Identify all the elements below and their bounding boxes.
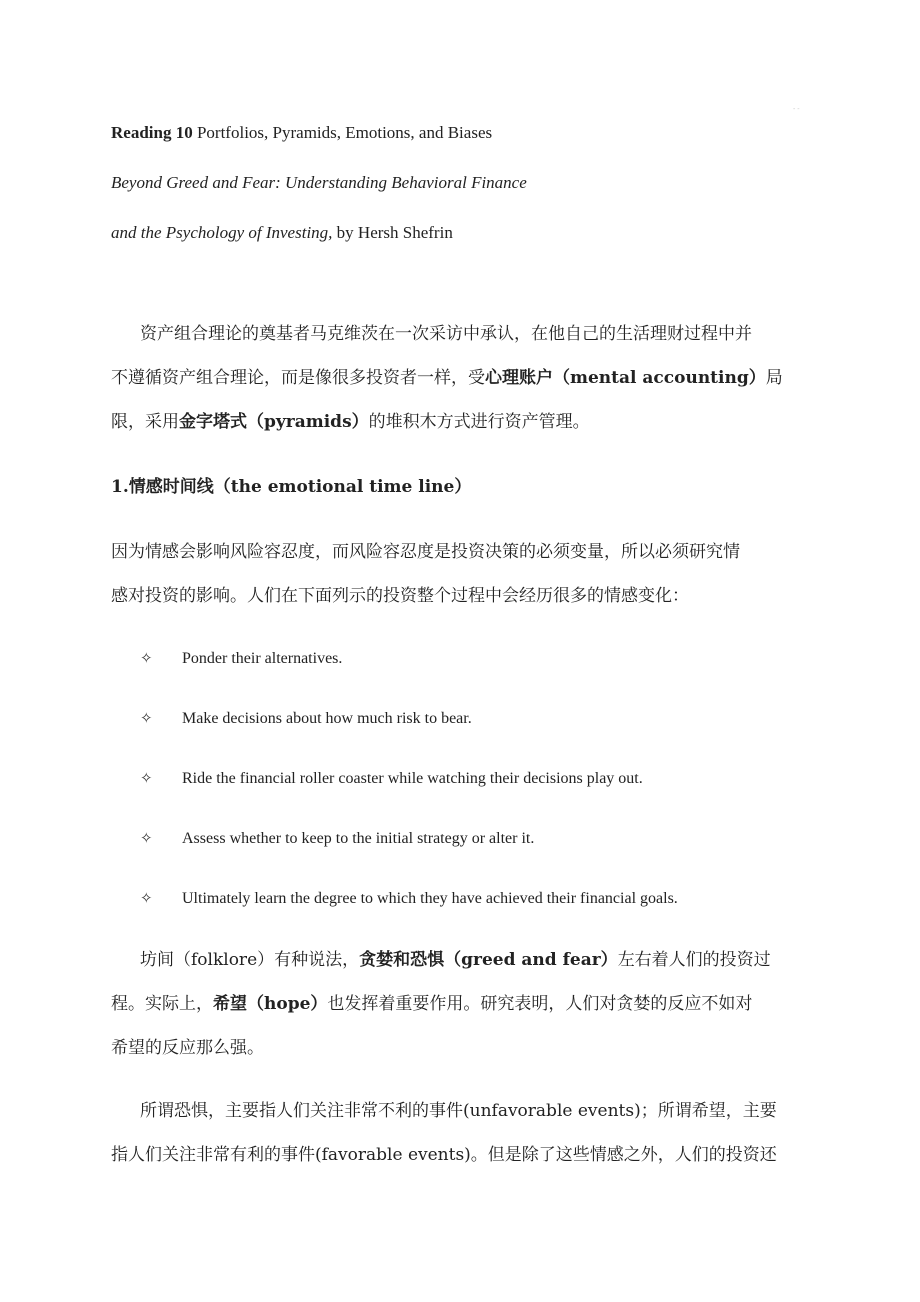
diamond-bullet-icon: ✧ [140,709,153,727]
book-title-line-1: Beyond Greed and Fear: Understanding Behavioral Finance [111,173,527,192]
book-title-line-2 [111,221,453,245]
intro-line-2 [111,366,783,390]
list-item-text: Ultimately learn the degree to which they have achieved their financial goals. [182,890,678,907]
pyramids-term: 金字塔式（pyramids） [179,412,369,432]
reading-title-line [111,121,492,145]
list-item [140,826,534,851]
intro-line-2-end: 局 [765,368,783,388]
reading-title: Portfolios, Pyramids, Emotions, and Biases [192,123,493,142]
greed-line-1-end: 左右着人们的投资过 [617,950,771,970]
greed-line-2-text: 程。实际上， [111,994,213,1014]
list-item [140,766,643,791]
intro-line-2-text: 不遵循资产组合理论，而是像很多投资者一样，受 [111,368,485,388]
list-item-text: Assess whether to keep to the initial strategy or alter it. [182,830,535,847]
corner-mark: - - [793,106,800,113]
greed-line-1-text: 坊间（folklore）有种说法， [140,950,360,970]
section-heading-emotional-time-line: 1.情感时间线（the emotional time line） [111,477,472,497]
author: by Hersh Shefrin [332,223,453,242]
greed-line-1 [140,948,771,972]
diamond-bullet-icon: ✧ [140,649,153,667]
greed-and-fear-term: 贪婪和恐惧（greed and fear） [359,950,618,970]
diamond-bullet-icon: ✧ [140,769,153,787]
reading-label: Reading 10 [111,123,193,142]
list-item-text: Ride the financial roller coaster while watching their decisions play out. [182,770,643,787]
section1-para-line-1: 因为情感会影响风险容忍度，而风险容忍度是投资决策的必须变量，所以必须研究情 [111,542,740,562]
list-item [140,886,678,911]
intro-line-3 [111,410,590,434]
intro-line-3-text: 限，采用 [111,412,179,432]
list-item [140,646,342,671]
section1-para-line-2: 感对投资的影响。人们在下面列示的投资整个过程中会经历很多的情感变化： [111,586,689,606]
diamond-bullet-icon: ✧ [140,889,153,907]
greed-line-2-end: 也发挥着重要作用。研究表明，人们对贪婪的反应不如对 [327,994,753,1014]
list-item-text: Ponder their alternatives. [182,650,343,667]
book-title-continued: and the Psychology of Investing, [111,223,333,242]
greed-line-3: 希望的反应那么强。 [111,1038,264,1058]
list-item-text: Make decisions about how much risk to bear. [182,710,472,727]
diamond-bullet-icon: ✧ [140,829,153,847]
fear-hope-line-2: 指人们关注非常有利的事件(favorable events)。但是除了这些情感之外，人们的投资还 [111,1145,777,1165]
intro-line-3-end: 的堆积木方式进行资产管理。 [368,412,590,432]
fear-hope-line-1: 所谓恐惧，主要指人们关注非常不利的事件(unfavorable events)；所谓希望，主要 [140,1101,777,1121]
hope-term: 希望（hope） [213,994,328,1014]
mental-accounting-term: 心理账户（mental accounting） [485,368,766,388]
intro-line-1: 资产组合理论的奠基者马克维茨在一次采访中承认，在他自己的生活理财过程中并 [140,324,752,344]
list-item [140,706,472,731]
greed-line-2 [111,992,752,1016]
